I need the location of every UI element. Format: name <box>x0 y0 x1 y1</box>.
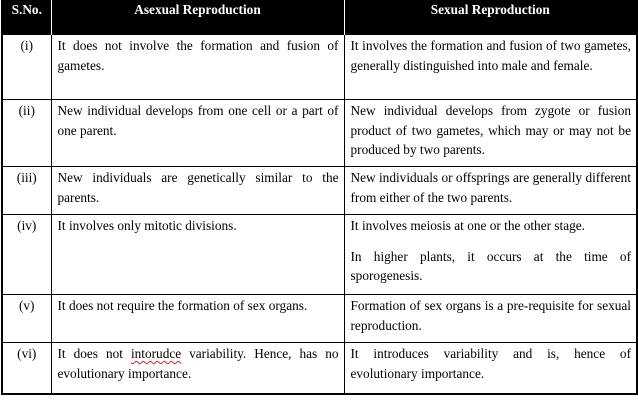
sexual-cell <box>344 35 637 100</box>
sexual-text: It involves meiosis at one or the other stage. <box>350 218 585 233</box>
header-asexual: Asexual Reproduction <box>51 0 344 35</box>
row-sno <box>2 35 51 100</box>
asexual-text: It does not involve the formation and fusion of gametes. <box>57 38 339 73</box>
text-fragment: variability. Hence, has no evolutionary importance. <box>57 346 339 381</box>
table-row <box>2 100 637 167</box>
asexual-cell <box>51 167 344 215</box>
table-row <box>2 167 637 215</box>
sno-text: (iv) <box>17 218 37 233</box>
asexual-text: It involves only mitotic divisions. <box>57 218 237 233</box>
sexual-cell <box>344 100 637 167</box>
table-header <box>2 0 637 35</box>
asexual-text: New individuals are genetically similar to the parents. <box>57 170 339 205</box>
row-sno <box>2 343 51 395</box>
table-row <box>2 215 637 295</box>
sexual-text: It introduces variability and is, hence of evolutionary importance. <box>350 346 631 381</box>
sexual-text: Formation of sex organs is a pre-requisite for sexual reproduction. <box>350 298 631 333</box>
row-sno <box>2 100 51 167</box>
table-row <box>2 295 637 343</box>
sno-text: (v) <box>18 298 35 313</box>
header-row <box>2 0 637 35</box>
asexual-cell <box>51 295 344 343</box>
asexual-cell <box>51 100 344 167</box>
sexual-text: It involves the formation and fusion of two gametes, generally distinguished into male and female. <box>350 38 631 73</box>
sexual-cell <box>344 295 637 343</box>
row-sno <box>2 295 51 343</box>
misspelled-word: intorudce <box>130 346 182 361</box>
asexual-cell <box>51 215 344 295</box>
asexual-text: It does not require the formation of sex organs. <box>57 298 308 313</box>
text-fragment: It does not <box>57 346 131 361</box>
asexual-text <box>58 343 339 383</box>
sexual-text: New individuals or offsprings are generally different from either of the two parents. <box>350 170 631 205</box>
sexual-text-2: In higher plants, it occurs at the time of sporogenesis. <box>350 248 631 283</box>
comparison-table <box>1 0 638 395</box>
table-row <box>2 343 637 395</box>
header-sexual: Sexual Reproduction <box>344 0 637 35</box>
sexual-cell <box>344 343 637 395</box>
table-row <box>2 35 637 100</box>
asexual-text: New individual develops from one cell or a part of one parent. <box>57 103 339 138</box>
asexual-cell <box>51 343 344 395</box>
sexual-cell <box>344 167 637 215</box>
sno-text: (iii) <box>16 170 37 185</box>
asexual-cell <box>51 35 344 100</box>
sexual-cell <box>344 215 637 295</box>
row-sno <box>2 167 51 215</box>
sno-text: (ii) <box>18 103 35 118</box>
header-sno: S.No. <box>2 0 51 35</box>
sexual-text: New individual develops from zygote or fusion product of two gametes, which may or may not be produced by two parents. <box>350 103 631 157</box>
sno-text: (vi) <box>17 346 37 361</box>
sno-text: (i) <box>20 38 34 53</box>
table-body <box>2 35 637 395</box>
row-sno <box>2 215 51 295</box>
